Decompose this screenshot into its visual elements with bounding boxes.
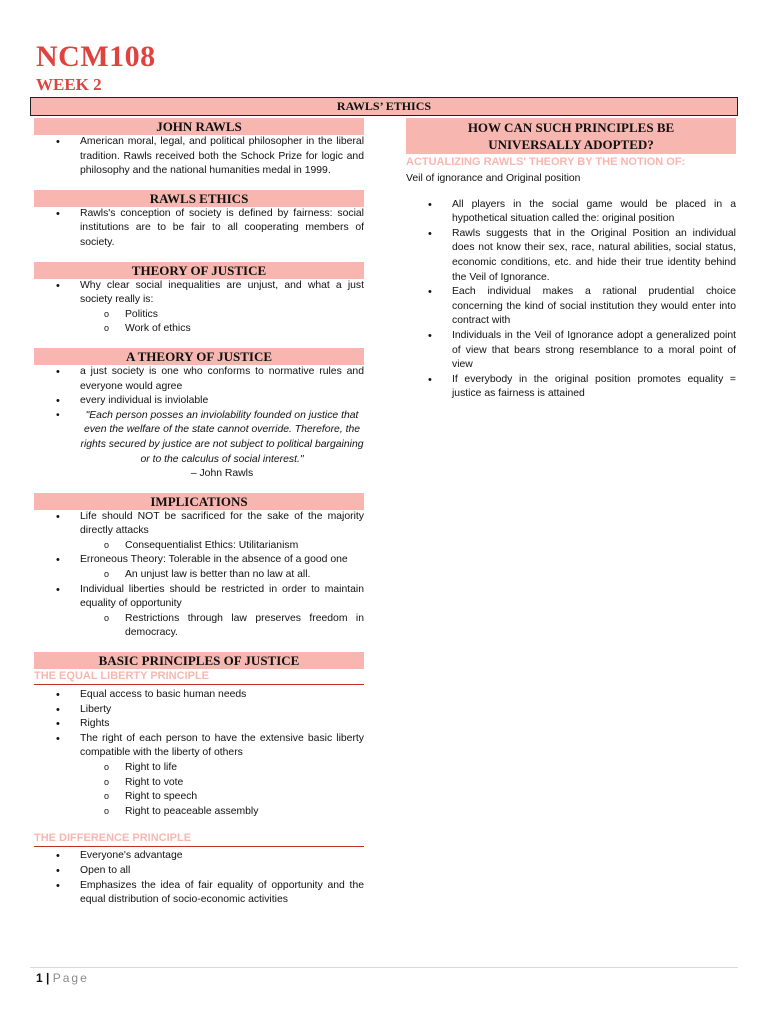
- theory-of-justice-list: [34, 279, 364, 337]
- difference-list: [34, 849, 364, 907]
- week-label: WEEK 2: [36, 75, 102, 94]
- sub-list-item: o Right to vote: [34, 776, 364, 791]
- list-item: • Open to all: [34, 864, 364, 879]
- list-item: • Equal access to basic human needs: [34, 688, 364, 703]
- list-item: • Rawls's conception of society is defined by fairness: social institutions are to be fair to all cooperating members of society.: [34, 207, 364, 251]
- quote-attribution: – John Rawls: [190, 468, 254, 480]
- difference-principle-subheading: THE DIFFERENCE PRINCIPLE: [34, 831, 364, 847]
- sub-list-item: o Work of ethics: [34, 322, 364, 337]
- sub-list-item: o Consequentialist Ethics: Utilitarianism: [34, 539, 364, 554]
- list-item: • every individual is inviolable: [34, 394, 364, 409]
- implications-heading: IMPLICATIONS: [34, 493, 364, 510]
- list-item: • Rawls suggests that in the Original Position an individual does not know their sex, race, natural abilities, social status, economic conditions, etc. and hide their true identity behind the Veil of Ignorance.: [406, 227, 736, 285]
- list-item: • Each individual makes a rational prudential choice concerning the kind of social institution they would enter into contract with: [406, 285, 736, 329]
- list-item: • Liberty: [34, 703, 364, 718]
- rawls-quote: • "Each person posses an inviolability founded on justice that even the welfare of the state cannot override. Therefore, the rights secured by justice are not subject to political bargaining or to the calculus of social interest.": [34, 409, 364, 467]
- left-column: [34, 118, 364, 908]
- a-theory-of-justice-heading: A THEORY OF JUSTICE: [34, 348, 364, 365]
- right-column: [406, 118, 736, 402]
- list-item: • Erroneous Theory: Tolerable in the absence of a good one: [34, 553, 364, 568]
- a-theory-list: [34, 365, 364, 482]
- equal-liberty-subheading: THE EQUAL LIBERTY PRINCIPLE: [34, 669, 364, 685]
- john-rawls-list: [34, 135, 364, 179]
- page-footer: [36, 971, 89, 985]
- veil-list: [406, 198, 736, 402]
- rawls-ethics-list: [34, 207, 364, 251]
- list-item: • Life should NOT be sacrificed for the sake of the majority directly attacks: [34, 510, 364, 539]
- list-item: • American moral, legal, and political philosopher in the liberal tradition. Rawls received both the Schock Prize for logic and philosophy and the national humanities medal in 1999.: [34, 135, 364, 179]
- list-item: • Individuals in the Veil of Ignorance adopt a generalized point of view that bears strong resemblance to a moral point of view: [406, 329, 736, 373]
- sub-list-item: o Restrictions through law preserves freedom in democracy.: [34, 612, 364, 641]
- theory-of-justice-heading: THEORY OF JUSTICE: [34, 262, 364, 279]
- sub-list-item: o Politics: [34, 308, 364, 323]
- list-item: • Rights: [34, 717, 364, 732]
- course-title: NCM108: [36, 40, 156, 73]
- sub-list-item: o Right to peaceable assembly: [34, 805, 364, 820]
- sub-list-item: o Right to speech: [34, 790, 364, 805]
- equal-liberty-list: [34, 688, 364, 819]
- intro-text: Veil of ignorance and Original position: [406, 173, 581, 184]
- rawls-ethics-banner: RAWLS’ ETHICS: [30, 97, 738, 116]
- page-number: 1: [36, 971, 43, 985]
- list-item: • Everyone's advantage: [34, 849, 364, 864]
- list-item: • Individual liberties should be restricted in order to maintain equality of opportunity: [34, 583, 364, 612]
- john-rawls-heading: JOHN RAWLS: [34, 118, 364, 135]
- list-item: • a just society is one who conforms to normative rules and everyone would agree: [34, 365, 364, 394]
- list-item: • Emphasizes the idea of fair equality of opportunity and the equal distribution of socio-economic activities: [34, 879, 364, 908]
- list-item: • Why clear social inequalities are unjust, and what a just society really is:: [34, 279, 364, 308]
- sub-list-item: o An unjust law is better than no law at all.: [34, 568, 364, 583]
- actualizing-subheading: ACTUALIZING RAWLS' THEORY BY THE NOTION OF:: [406, 156, 686, 168]
- footer-divider: [30, 967, 738, 968]
- list-item: • If everybody in the original position promotes equality = justice as fairness is attained: [406, 373, 736, 402]
- basic-principles-heading: BASIC PRINCIPLES OF JUSTICE: [34, 652, 364, 669]
- footer-separator: |: [46, 971, 50, 985]
- universally-adopted-heading: HOW CAN SUCH PRINCIPLES BE UNIVERSALLY ADOPTED?: [406, 118, 736, 154]
- page-label: Page: [52, 971, 89, 985]
- list-item: • All players in the social game would be placed in a hypothetical situation called the: original position: [406, 198, 736, 227]
- rawls-ethics-heading: RAWLS ETHICS: [34, 190, 364, 207]
- implications-list: [34, 510, 364, 641]
- sub-list-item: o Right to life: [34, 761, 364, 776]
- list-item: • The right of each person to have the extensive basic liberty compatible with the liberty of others: [34, 732, 364, 761]
